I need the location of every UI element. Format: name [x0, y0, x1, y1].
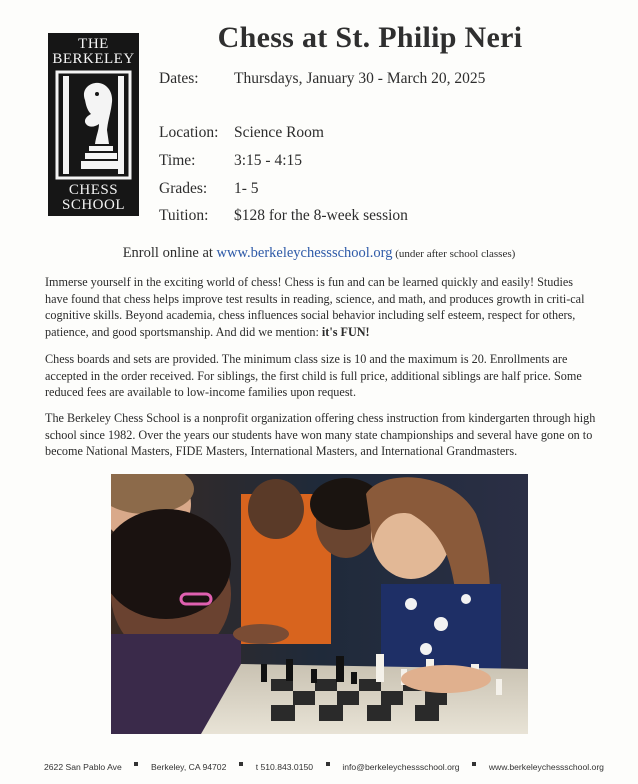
intro-bold-text: it's FUN! [321, 324, 370, 339]
logistics-paragraph: Chess boards and sets are provided. The minimum class size is 10 and the maximum is 20. Enrollments are accepted in the order received. For siblings, the first child is full price, additional siblings are half price. Some reduced fees are available to low-income families upon request. [45, 352, 582, 399]
separator-square-icon [239, 762, 243, 766]
dates-value: Thursdays, January 30 - March 20, 2025 [234, 70, 486, 87]
logo-line-the: THE [78, 36, 109, 52]
intro-text: Immerse yourself in the exciting world of chess! Chess is fun and can be learned quickly and easily! Studies have found that chess helps improve test results in reading, science, and math, and produces growth in criti-cal cognitive skills. Beyond academia, chess influences social behavior including self esteem, respect for others, patience, and good sportsmanship. And did we mention: [45, 275, 585, 339]
footer-city: Berkeley, CA 94702 [151, 762, 227, 772]
footer-phone: t 510.843.0150 [255, 762, 314, 772]
page-title: Chess at St. Philip Neri [217, 21, 523, 54]
footer-contact-bar [44, 762, 604, 772]
separator-square-icon [326, 762, 330, 766]
logo-line-berkeley: BERKELEY [52, 51, 135, 67]
footer-email[interactable]: info@berkeleychessschool.org [342, 762, 460, 772]
enroll-note: (under after school classes) [392, 248, 516, 260]
tuition-value: $128 for the 8-week session [234, 207, 408, 224]
enroll-prefix: Enroll online at [122, 245, 217, 261]
enroll-line [0, 245, 638, 262]
tuition-label: Tuition: [159, 207, 209, 224]
dates-label: Dates: [159, 70, 199, 87]
location-value: Science Room [234, 124, 324, 141]
logo-line-chess: CHESS [68, 182, 119, 198]
grades-label: Grades: [159, 180, 208, 197]
location-label: Location: [159, 124, 219, 141]
enroll-url-link[interactable]: www.berkeleychessschool.org [216, 245, 393, 261]
berkeley-chess-school-logo [48, 33, 139, 216]
time-label: Time: [159, 152, 196, 169]
time-value: 3:15 - 4:15 [234, 152, 303, 169]
children-playing-chess-photo [111, 474, 528, 734]
footer-address: 2622 San Pablo Ave [44, 762, 122, 772]
about-paragraph: The Berkeley Chess School is a nonprofit organization offering chess instruction from kindergarten through high school since 1982. Over the years our students have won many state championships and several have gone on to become National Masters, FIDE Masters, International Masters, and International Grandmasters. [45, 411, 596, 458]
separator-square-icon [472, 762, 476, 766]
separator-square-icon [134, 762, 138, 766]
grades-value: 1- 5 [234, 180, 259, 197]
knight-icon [55, 70, 132, 180]
logo-line-school: SCHOOL [61, 197, 125, 213]
footer-website[interactable]: www.berkeleychessschool.org [488, 762, 604, 772]
intro-paragraph [45, 274, 597, 340]
